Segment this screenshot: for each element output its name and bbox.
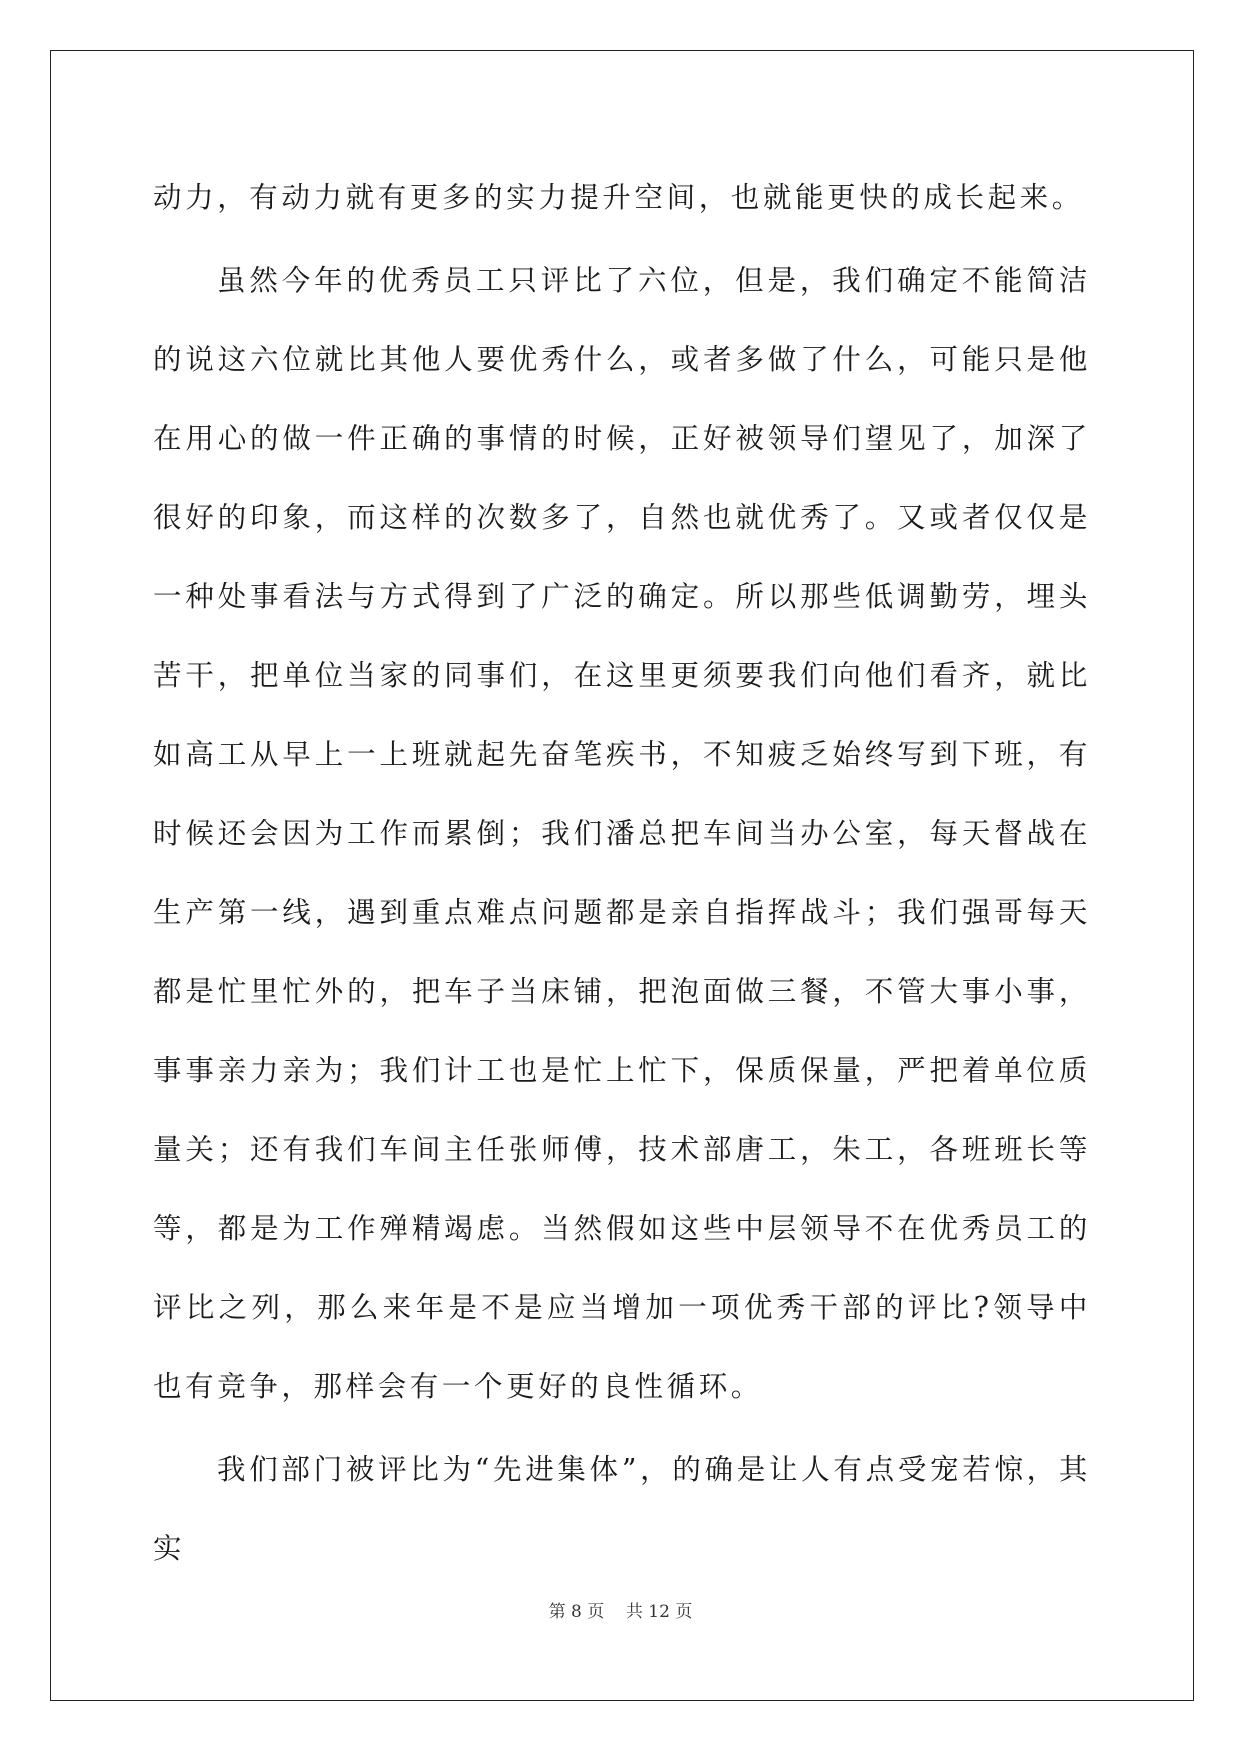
paragraph-1: 动力，有动力就有更多的实力提升空间，也就能更快的成长起来。 bbox=[153, 181, 1084, 214]
paragraph-2: 虽然今年的优秀员工只评比了六位，但是，我们确定不能简洁的说这六位就比其他人要优秀什么，或者多做了什么，可能只是他在用心的做一件正确的事情的时候，正好被领导们望见了，加深了很好的印象，而这样的次数多了，自然也就优秀了。又或者仅仅是一种处事看法与方式得到了广泛的确定。所以那些低调勤劳，埋头苦干，把单位当家的同事们，在这里更须要我们向他们看齐，就比如高工从早上一上班就起先奋笔疾书，不知疲乏始终写到下班，有时候还会因为工作而累倒；我们潘总把车间当办公室，每天督战在生产第一线，遇到重点难点问题都是亲自指挥战斗；我们强哥每天都是忙里忙外的，把车子当床铺，把泡面做三餐，不管大事小事，事事亲力亲为；我们计工也是忙上忙下，保质保量，严把着单位质量关；还有我们车间主任张师傅，技术部唐工，朱工，各班班长等等，都是为工作殚精竭虑。当然假如这些中层领导不在优秀员工的评比之列，那么来年是不是应当增加一项优秀干部的评比?领导中也有竞争，那样会有一个更好的良性循环。 bbox=[153, 264, 1091, 1403]
page-number: 第 8 页 共 12 页 bbox=[548, 1602, 693, 1622]
document-body bbox=[153, 158, 1091, 1588]
paragraph-3: 我们部门被评比为“先进集体”，的确是让人有点受宠若惊，其实 bbox=[153, 1453, 1091, 1565]
page-footer bbox=[0, 1597, 1241, 1622]
